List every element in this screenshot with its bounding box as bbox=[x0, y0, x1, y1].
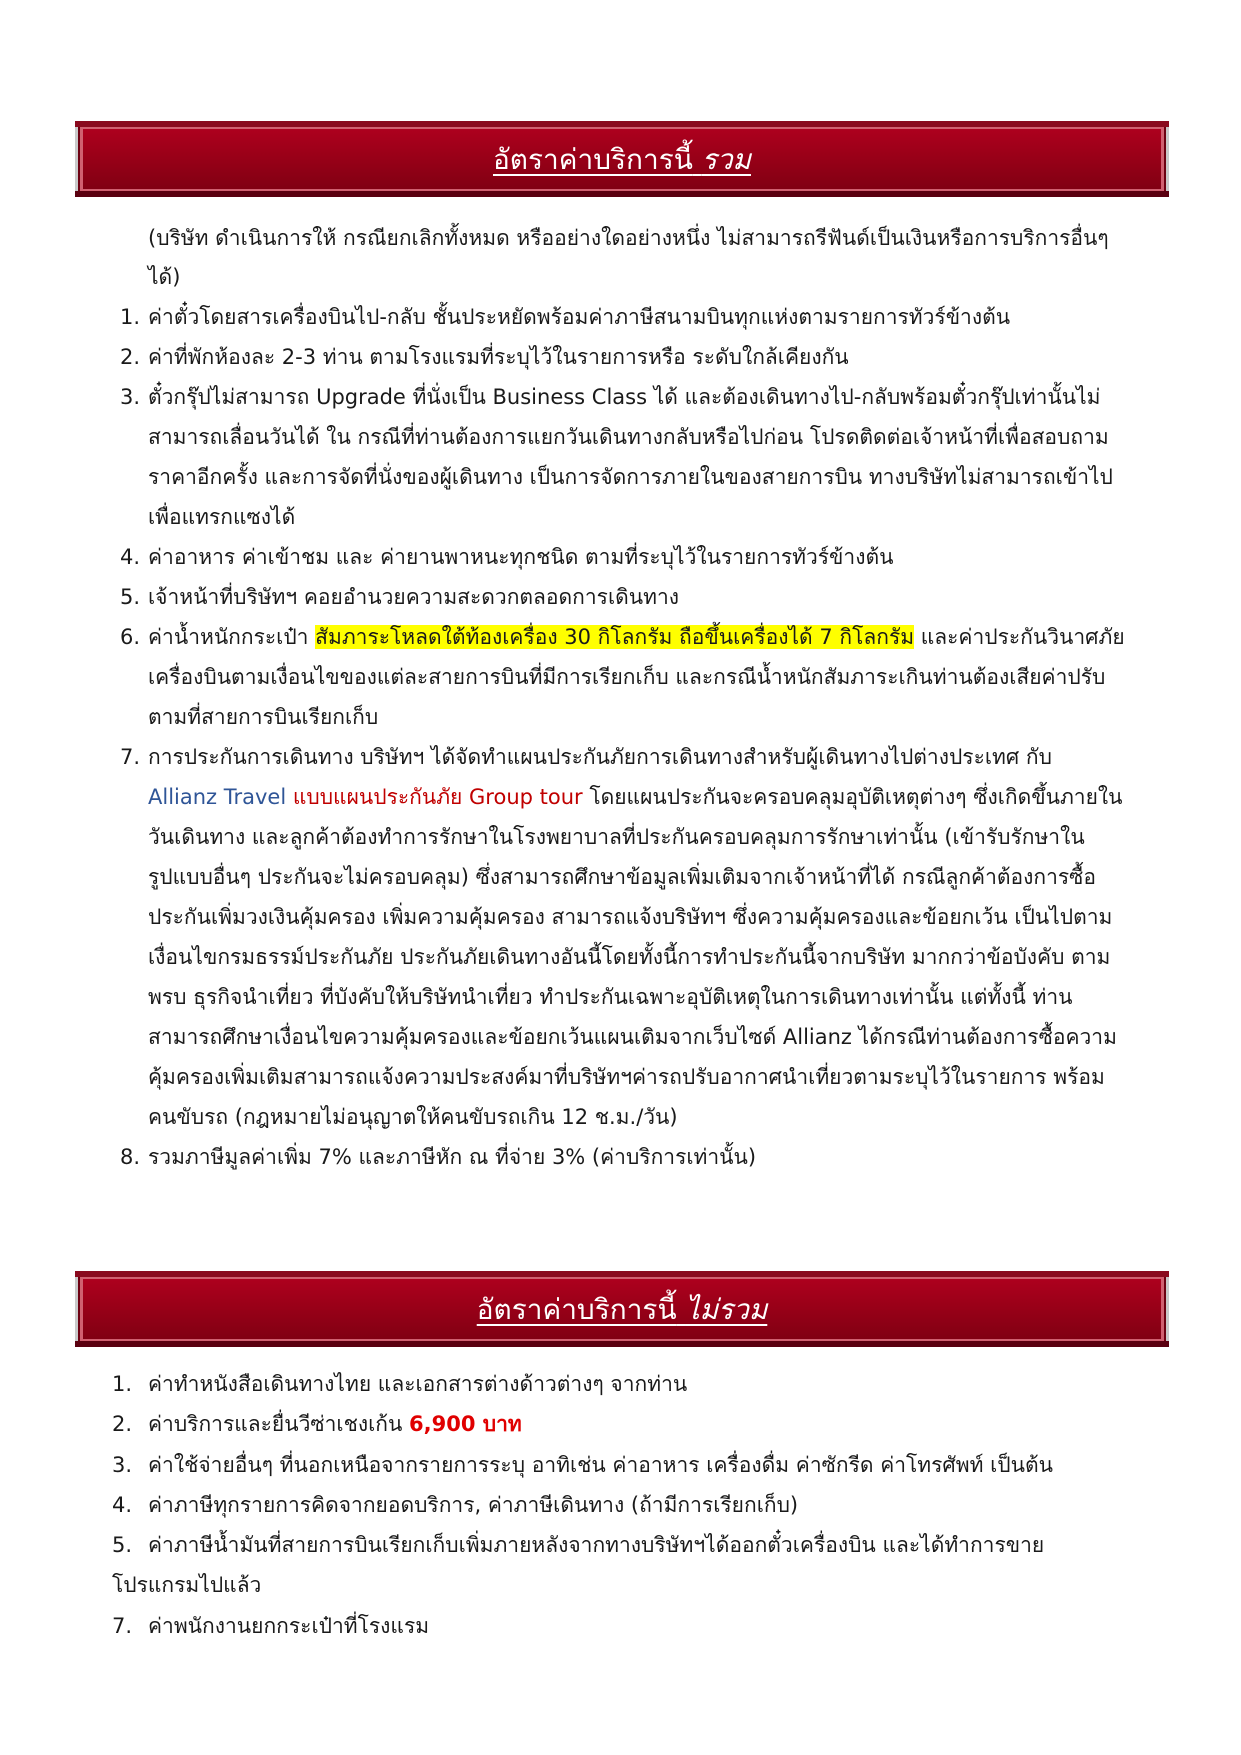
list-item-number: 3. bbox=[112, 1453, 133, 1477]
list-item: เจ้าหน้าที่บริษัทฯ คอยอำนวยความสะดวกตลอดการเดินทาง bbox=[148, 585, 680, 609]
list-item-number: 3. bbox=[120, 385, 141, 409]
list-item: ตั๋วกรุ๊ปไม่สามารถ Upgrade ที่นั่งเป็น Business Class ได้ และต้องเดินทางไป-กลับพร้อมตั๋วกรุ๊ปเท่านั้นไม่ bbox=[148, 385, 1101, 409]
list-item-cont: ประกันเพิ่มวงเงินคุ้มครอง เพิ่มความคุ้มครอง สามารถแจ้งบริษัทฯ ซึ่งความคุ้มครองและข้อยกเว้น เป็นไปตาม bbox=[148, 905, 1113, 929]
list-item-cont: โปรแกรมไปแล้ว bbox=[112, 1573, 262, 1597]
list-item-number: 1. bbox=[120, 305, 141, 329]
list-item: ค่าภาษีทุกรายการคิดจากยอดบริการ, ค่าภาษีเดินทาง (ถ้ามีการเรียกเก็บ) bbox=[148, 1493, 799, 1517]
list-item: ค่าทำหนังสือเดินทางไทย และเอกสารต่างด้าวต่างๆ จากท่าน bbox=[148, 1372, 688, 1396]
list-item-number: 2. bbox=[112, 1412, 133, 1436]
list-item-cont: วันเดินทาง และลูกค้าต้องทำการรักษาในโรงพยาบาลที่ประกันครอบคลุมการรักษาเท่านั้น (เข้ารับรักษาใน bbox=[148, 825, 1085, 849]
list-item: การประกันการเดินทาง บริษัทฯ ได้จัดทำแผนประกันภัยการเดินทางสำหรับผู้เดินทางไปต่างประเทศ กับ bbox=[148, 745, 1052, 769]
excluded-title: อัตราค่าบริการนี้ ไม่รวม bbox=[476, 1293, 768, 1326]
list-item-number: 4. bbox=[120, 545, 141, 569]
included-banner bbox=[75, 121, 1169, 197]
list-item-cont: Allianz Travel แบบแผนประกันภัย Group tour โดยแผนประกันจะครอบคลุมอุบัติเหตุต่างๆ ซึ่งเกิดขึ้นภายใน bbox=[148, 785, 1123, 809]
list-item: ค่าใช้จ่ายอื่นๆ ที่นอกเหนือจากรายการระบุ อาทิเช่น ค่าอาหาร เครื่องดื่ม ค่าซักรีด ค่าโทรศัพท์ เป็นต้น bbox=[148, 1453, 1053, 1477]
list-item: ค่าภาษีน้ำมันที่สายการบินเรียกเก็บเพิ่มภายหลังจากทางบริษัทฯได้ออกตั๋วเครื่องบิน และได้ทำการขาย bbox=[148, 1533, 1045, 1557]
baggage-highlight: สัมภาระโหลดใต้ท้องเครื่อง 30 กิโลกรัม ถือขึ้นเครื่องได้ 7 กิโลกรัม bbox=[315, 625, 915, 649]
visa-price: 6,900 บาท bbox=[409, 1412, 522, 1436]
list-item-number: 5. bbox=[112, 1533, 133, 1557]
list-item-cont: สามารถศึกษาเงื่อนไขความคุ้มครองและข้อยกเว้นแผนเติมจากเว็บไซด์ Allianz ได้กรณีท่านต้องการซื้อความ bbox=[148, 1025, 1117, 1049]
list-item: ค่าบริการและยื่นวีซ่าเชงเก้น 6,900 บาท bbox=[148, 1412, 522, 1436]
included-note-line: ได้) bbox=[148, 265, 181, 289]
list-item-cont: รูปแบบอื่นๆ ประกันจะไม่ครอบคลุม) ซึ่งสามารถศึกษาข้อมูลเพิ่มเติมจากเจ้าหน้าที่ได้ กรณีลูกค้าต้องการซื้อ bbox=[148, 865, 1097, 889]
list-item: ค่าอาหาร ค่าเข้าชม และ ค่ายานพาหนะทุกชนิด ตามที่ระบุไว้ในรายการทัวร์ข้างต้น bbox=[148, 545, 894, 569]
list-item-cont: คุ้มครองเพิ่มเติมสามารถแจ้งความประสงค์มาที่บริษัทฯค่ารถปรับอากาศนำเที่ยวตามระบุไว้ในรายการ พร้อม bbox=[148, 1065, 1105, 1089]
list-item: ค่าพนักงานยกกระเป๋าที่โรงแรม bbox=[148, 1614, 430, 1638]
list-item: รวมภาษีมูลค่าเพิ่ม 7% และภาษีหัก ณ ที่จ่าย 3% (ค่าบริการเท่านั้น) bbox=[148, 1145, 757, 1169]
list-item-number: 4. bbox=[112, 1493, 133, 1517]
insurance-plan: แบบแผนประกันภัย Group tour bbox=[286, 785, 583, 809]
list-item-cont: คนขับรถ (กฎหมายไม่อนุญาตให้คนขับรถเกิน 12 ช.ม./วัน) bbox=[148, 1105, 678, 1129]
list-item: ค่าที่พักห้องละ 2-3 ท่าน ตามโรงแรมที่ระบุไว้ในรายการหรือ ระดับใกล้เคียงกัน bbox=[148, 345, 849, 369]
list-item-cont: ตามที่สายการบินเรียกเก็บ bbox=[148, 705, 379, 729]
list-item-number: 5. bbox=[120, 585, 141, 609]
included-note-line: (บริษัท ดำเนินการให้ กรณียกเลิกทั้งหมด หรืออย่างใดอย่างหนึ่ง ไม่สามารถรีฟันด์เป็นเงินหรือการบริการอื่นๆ bbox=[148, 226, 1109, 250]
insurer-name: Allianz Travel bbox=[148, 785, 287, 809]
excluded-banner bbox=[75, 1271, 1169, 1347]
list-item-number: 7. bbox=[112, 1614, 133, 1638]
list-item-cont: เพื่อแทรกแซงได้ bbox=[148, 505, 296, 529]
list-item-number: 2. bbox=[120, 345, 141, 369]
list-item-number: 7. bbox=[120, 745, 141, 769]
list-item-cont: เงื่อนไขกรมธรรม์ประกันภัย ประกันภัยเดินทางอันนี้โดยทั้งนี้การทำประกันนี้จากบริษัท มากกว่าข้อบังคับ ตาม bbox=[148, 945, 1111, 969]
list-item: ค่าน้ำหนักกระเป๋า สัมภาระโหลดใต้ท้องเครื่อง 30 กิโลกรัม ถือขึ้นเครื่องได้ 7 กิโลกรัม และค่าประกันวินาศภัย bbox=[148, 625, 1125, 649]
list-item-number: 8. bbox=[120, 1145, 141, 1169]
list-item-cont: พรบ ธุรกิจนำเที่ยว ที่บังคับให้บริษัทนำเที่ยว ทำประกันเฉพาะอุบัติเหตุในการเดินทางเท่านั้น แต่ทั้งนี้ ท่าน bbox=[148, 985, 1073, 1009]
list-item: ค่าตั๋วโดยสารเครื่องบินไป-กลับ ชั้นประหยัดพร้อมค่าภาษีสนามบินทุกแห่งตามรายการทัวร์ข้างต้น bbox=[148, 305, 1011, 329]
list-item-cont: สามารถเลื่อนวันได้ ใน กรณีที่ท่านต้องการแยกวันเดินทางกลับหรือไปก่อน โปรดติดต่อเจ้าหน้าที่เพื่อสอบถาม bbox=[148, 425, 1109, 449]
list-item-cont: ราคาอีกครั้ง และการจัดที่นั่งของผู้เดินทาง เป็นการจัดการภายในของสายการบิน ทางบริษัทไม่สามารถเข้าไป bbox=[148, 465, 1113, 489]
list-item-cont: เครื่องบินตามเงื่อนไขของแต่ละสายการบินที่มีการเรียกเก็บ และกรณีน้ำหนักสัมภาระเกินท่านต้องเสียค่าปรับ bbox=[148, 665, 1106, 689]
list-item-number: 1. bbox=[112, 1372, 133, 1396]
list-item-number: 6. bbox=[120, 625, 141, 649]
included-title: อัตราค่าบริการนี้ รวม bbox=[492, 143, 751, 176]
